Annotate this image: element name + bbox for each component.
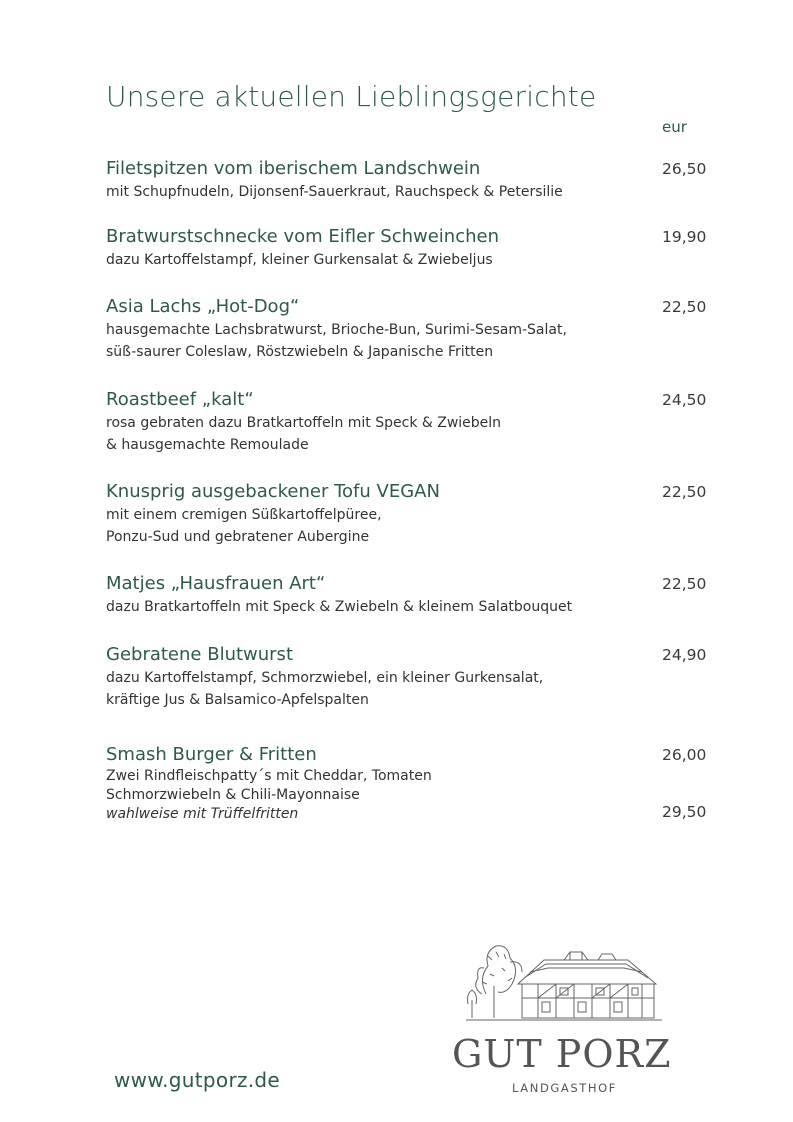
dish-name: Bratwurstschnecke vom Eifler Schweinchen <box>106 226 499 247</box>
dish-description: hausgemachte Lachsbratwurst, Brioche-Bun, Surimi-Sesam-Salat, <box>106 322 567 338</box>
dish-description: süß-saurer Coleslaw, Röstzwiebeln & Japanische Fritten <box>106 344 494 360</box>
menu-item <box>106 225 746 271</box>
dish-description: rosa gebraten dazu Bratkartoffeln mit Speck & Zwiebeln <box>106 415 502 431</box>
dish-description: & hausgemachte Remoulade <box>106 437 309 453</box>
menu-item <box>106 295 746 363</box>
menu-item <box>106 643 746 711</box>
dish-description: mit Schupfnudeln, Dijonsenf-Sauerkraut, Rauchspeck & Petersilie <box>106 184 563 200</box>
menu-item <box>106 388 746 456</box>
menu-item <box>106 572 746 618</box>
dish-price: 26,00 <box>662 746 707 764</box>
dish-price: 22,50 <box>662 483 707 501</box>
dish-name: Knusprig ausgebackener Tofu VEGAN <box>106 481 440 502</box>
page-title: Unsere aktuellen Lieblingsgerichte <box>106 80 597 113</box>
logo-subtitle: LANDGASTHOF <box>512 1081 618 1095</box>
dish-name: Roastbeef „kalt“ <box>106 389 254 410</box>
logo-name: GUT PORZ <box>452 1032 672 1076</box>
dish-price: 22,50 <box>662 298 707 316</box>
dish-description: Schmorzwiebeln & Chili-Mayonnaise <box>106 787 360 803</box>
dish-name: Asia Lachs „Hot-Dog“ <box>106 296 300 317</box>
farmhouse-with-trees-icon <box>466 938 662 1024</box>
dish-name: Smash Burger & Fritten <box>106 744 317 765</box>
dish-description: dazu Bratkartoffeln mit Speck & Zwiebeln & kleinem Salatbouquet <box>106 599 573 615</box>
menu-item <box>106 743 746 824</box>
dish-description: Ponzu-Sud und gebratener Aubergine <box>106 529 370 545</box>
dish-name: Filetspitzen vom iberischem Landschwein <box>106 158 481 179</box>
website-url[interactable]: www.gutporz.de <box>114 1068 281 1092</box>
dish-price: 22,50 <box>662 575 707 593</box>
dish-description: Zwei Rindfleischpatty´s mit Cheddar, Tomaten <box>106 768 432 784</box>
logo <box>452 938 684 1098</box>
dish-price: 19,90 <box>662 228 707 246</box>
dish-description: kräftige Jus & Balsamico-Apfelspalten <box>106 692 369 708</box>
dish-option: wahlweise mit Trüffelfritten <box>106 806 299 822</box>
menu-item <box>106 157 746 203</box>
currency-label: eur <box>662 118 687 136</box>
dish-price: 24,50 <box>662 391 707 409</box>
dish-name: Matjes „Hausfrauen Art“ <box>106 573 326 594</box>
dish-description: dazu Kartoffelstampf, Schmorzwiebel, ein kleiner Gurkensalat, <box>106 670 544 686</box>
menu-item <box>106 480 746 548</box>
dish-price: 26,50 <box>662 160 707 178</box>
dish-price: 24,90 <box>662 646 707 664</box>
dish-name: Gebratene Blutwurst <box>106 644 293 665</box>
dish-option-price: 29,50 <box>662 803 707 821</box>
dish-description: dazu Kartoffelstampf, kleiner Gurkensalat & Zwiebeljus <box>106 252 493 268</box>
dish-description: mit einem cremigen Süßkartoffelpüree, <box>106 507 382 523</box>
